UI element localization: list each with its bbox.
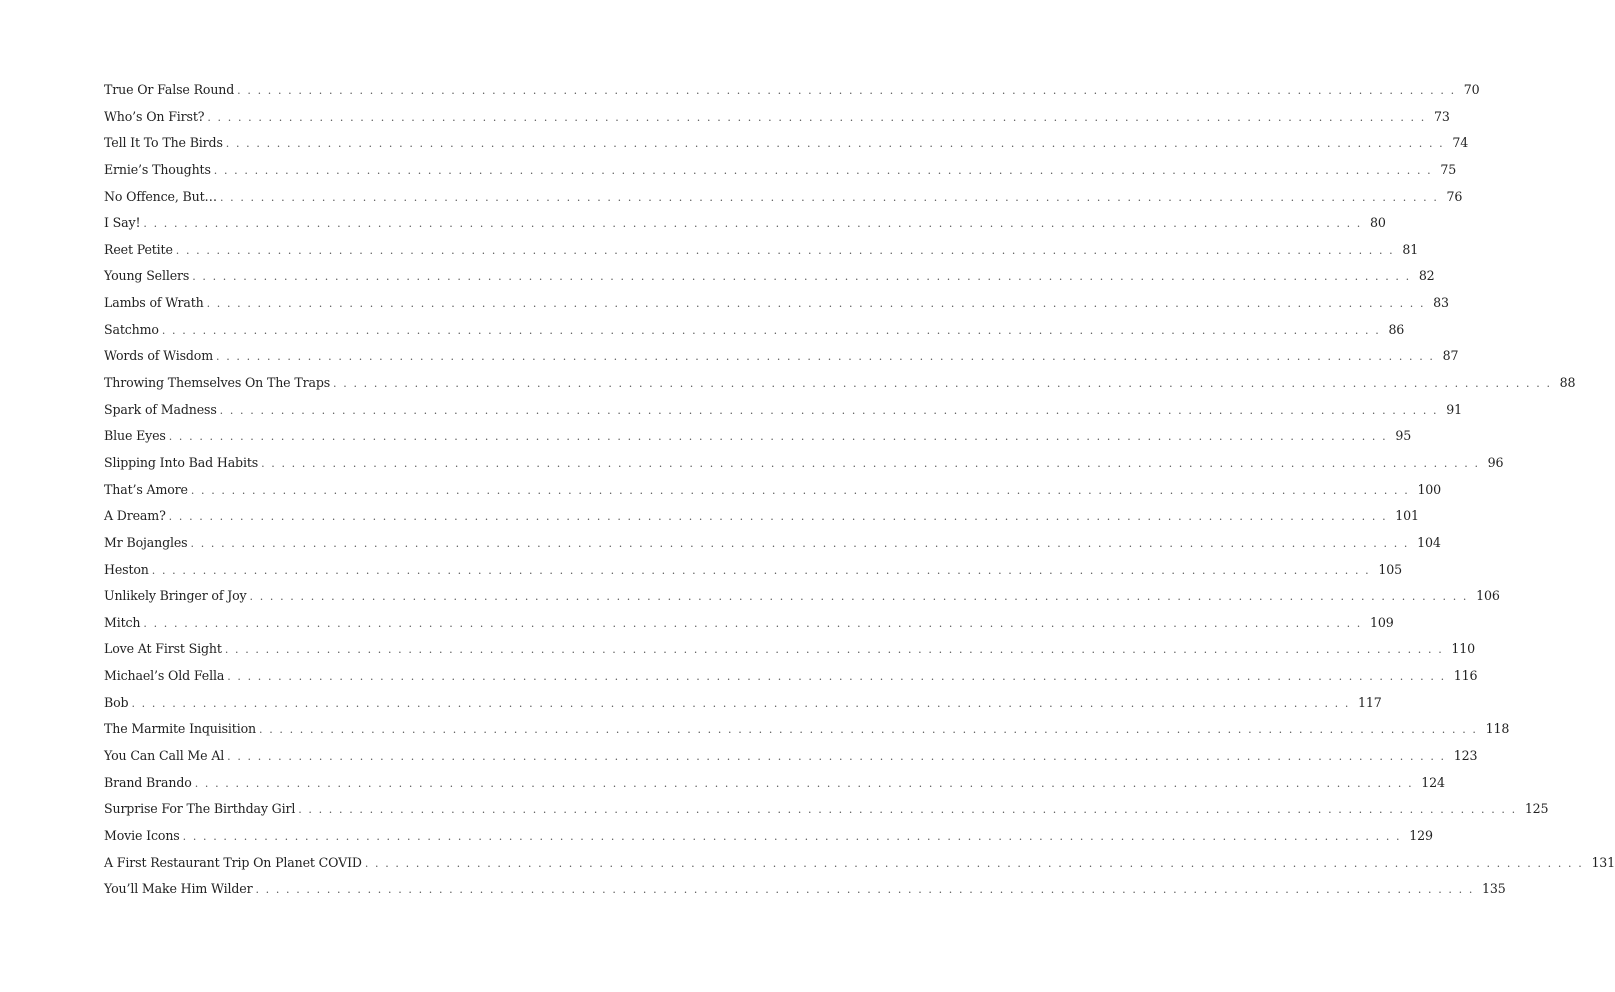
toc-entry-title: Young Sellers	[104, 268, 190, 284]
toc-entry-title: Slipping Into Bad Habits	[104, 454, 259, 470]
toc-entry[interactable]	[104, 854, 1615, 882]
toc-entry-page-number: 70	[1463, 82, 1480, 97]
toc-entry[interactable]	[104, 534, 1441, 562]
toc-entry-page-number: 104	[1417, 534, 1441, 550]
dot-leader: ........................................................................................................................	[224, 643, 1449, 657]
dot-leader: ........................................................................................................................	[143, 217, 1367, 231]
dot-leader: ........................................................................................................................	[161, 323, 1386, 337]
toc-entry-title: Bob	[104, 694, 129, 710]
toc-entry-title: You’ll Make Him Wilder	[104, 881, 253, 897]
dot-leader: ........................................................................................................................	[216, 350, 1440, 364]
toc-entry[interactable]	[104, 561, 1402, 589]
toc-entry[interactable]	[104, 668, 1478, 695]
toc-entry-title: Reet Petite	[104, 241, 173, 257]
toc-entry-page-number: 101	[1395, 508, 1419, 524]
toc-entry-page-number: 118	[1485, 721, 1510, 737]
toc-entry-page-number: 110	[1451, 641, 1475, 657]
toc-entry-page-number: 75	[1440, 161, 1457, 177]
toc-entry-title: Spark of Madness	[104, 401, 217, 417]
toc-entry-page-number: 74	[1452, 135, 1469, 151]
dot-leader: ........................................................................................................................	[227, 670, 1451, 684]
toc-entry[interactable]	[104, 82, 1480, 109]
toc-entry-title: Mr Bojangles	[104, 534, 188, 550]
dot-leader: ........................................................................................................................	[364, 856, 1589, 870]
toc-entry[interactable]	[104, 774, 1445, 802]
toc-entry[interactable]	[104, 827, 1433, 855]
toc-entry[interactable]	[104, 135, 1469, 162]
toc-entry-title: A First Restaurant Trip On Planet COVID	[104, 854, 362, 870]
toc-entry-page-number: 95	[1395, 428, 1412, 444]
dot-leader: ........................................................................................................................	[206, 297, 1431, 311]
toc-entry[interactable]	[104, 454, 1504, 482]
toc-entry[interactable]	[104, 241, 1419, 269]
toc-entry[interactable]	[104, 348, 1459, 375]
dot-leader: ........................................................................................................................	[168, 430, 1393, 444]
toc-entry-page-number: 91	[1446, 401, 1462, 417]
toc-entry-title: No Offence, But…	[104, 188, 217, 204]
toc-entry-page-number: 81	[1402, 241, 1419, 257]
toc-entry-title: That’s Amore	[104, 481, 188, 497]
toc-entry[interactable]	[104, 295, 1449, 322]
toc-entry-title: Blue Eyes	[104, 428, 166, 444]
toc-entry-title: Brand Brando	[104, 774, 192, 790]
toc-entry-title: A Dream?	[104, 508, 166, 524]
toc-entry[interactable]	[104, 801, 1549, 828]
toc-entry-title: Surprise For The Birthday Girl	[104, 801, 296, 817]
toc-entry-page-number: 129	[1409, 827, 1433, 843]
dot-leader: ........................................................................................................................	[131, 696, 1356, 710]
toc-entry-page-number: 83	[1433, 295, 1449, 311]
dot-leader: ........................................................................................................................	[333, 377, 1557, 391]
toc-entry-page-number: 73	[1433, 108, 1450, 124]
dot-leader: ........................................................................................................................	[192, 270, 1416, 284]
toc-entry[interactable]	[104, 881, 1506, 908]
dot-leader: ........................................................................................................................	[298, 803, 1522, 817]
toc-entry[interactable]	[104, 161, 1457, 189]
toc-entry[interactable]	[104, 321, 1405, 349]
toc-entry-page-number: 88	[1559, 375, 1576, 391]
toc-entry[interactable]	[104, 428, 1412, 455]
toc-entry[interactable]	[104, 614, 1394, 642]
toc-entry-title: Words of Wisdom	[104, 348, 214, 364]
toc-entry-title: Mitch	[104, 614, 141, 630]
dot-leader: ........................................................................................................................	[207, 110, 1431, 124]
toc-entry[interactable]	[104, 268, 1435, 295]
toc-entry-page-number: 125	[1524, 801, 1549, 817]
toc-entry[interactable]	[104, 108, 1450, 136]
toc-entry[interactable]	[104, 508, 1419, 535]
toc-entry-page-number: 82	[1418, 268, 1435, 284]
toc-entry-title: Unlikely Bringer of Joy	[104, 588, 247, 604]
toc-entry[interactable]	[104, 641, 1475, 668]
dot-leader: ........................................................................................................................	[255, 883, 1480, 897]
dot-leader: ........................................................................................................................	[190, 483, 1415, 497]
toc-entry-page-number: 109	[1370, 614, 1394, 630]
toc-entry[interactable]	[104, 748, 1478, 775]
toc-entry[interactable]	[104, 188, 1463, 216]
toc-entry-title: Satchmo	[104, 321, 159, 337]
toc-entry-page-number: 131	[1591, 854, 1615, 870]
toc-entry-title: Movie Icons	[104, 827, 180, 843]
toc-entry-title: The Marmite Inquisition	[104, 721, 256, 737]
toc-entry-page-number: 117	[1358, 694, 1382, 710]
table-of-contents	[104, 82, 1615, 908]
dot-leader: ........................................................................................................................	[143, 616, 1367, 630]
toc-entry-page-number: 80	[1369, 215, 1386, 231]
toc-entry-page-number: 96	[1487, 454, 1504, 470]
toc-entry-title: Love At First Sight	[104, 641, 222, 657]
toc-entry-page-number: 105	[1378, 561, 1402, 577]
toc-entry-title: Michael’s Old Fella	[104, 668, 225, 684]
toc-entry-page-number: 123	[1453, 748, 1478, 764]
dot-leader: ........................................................................................................................	[249, 590, 1474, 604]
toc-entry[interactable]	[104, 401, 1462, 429]
dot-leader: ........................................................................................................................	[194, 776, 1419, 790]
toc-entry-title: Ernie’s Thoughts	[104, 161, 211, 177]
dot-leader: ........................................................................................................................	[213, 163, 1438, 177]
dot-leader: ........................................................................................................................	[219, 403, 1444, 417]
toc-entry-title: I Say!	[104, 215, 141, 231]
toc-entry-page-number: 87	[1442, 348, 1459, 364]
toc-entry[interactable]	[104, 481, 1442, 509]
dot-leader: ........................................................................................................................	[219, 190, 1444, 204]
toc-entry-page-number: 116	[1453, 668, 1478, 684]
dot-leader: ........................................................................................................................	[227, 750, 1451, 764]
dot-leader: ........................................................................................................................	[261, 456, 1485, 470]
toc-entry[interactable]	[104, 215, 1386, 242]
toc-entry-title: Tell It To The Birds	[104, 135, 223, 151]
dot-leader: ........................................................................................................................	[168, 510, 1393, 524]
toc-entry-title: Throwing Themselves On The Traps	[104, 375, 331, 391]
toc-entry-page-number: 100	[1417, 481, 1442, 497]
dot-leader: ........................................................................................................................	[175, 243, 1400, 257]
toc-entry[interactable]	[104, 588, 1500, 615]
toc-entry[interactable]	[104, 375, 1576, 402]
toc-entry-title: You Can Call Me Al	[104, 748, 225, 764]
toc-entry[interactable]	[104, 721, 1510, 748]
dot-leader: ........................................................................................................................	[259, 723, 1483, 737]
toc-entry-page-number: 124	[1421, 774, 1445, 790]
toc-entry-page-number: 76	[1446, 188, 1463, 204]
toc-entry-page-number: 106	[1476, 588, 1500, 604]
toc-entry-title: Lambs of Wrath	[104, 295, 204, 311]
dot-leader: ........................................................................................................................	[151, 563, 1376, 577]
toc-entry-title: Who’s On First?	[104, 108, 205, 124]
dot-leader: ........................................................................................................................	[237, 84, 1461, 97]
toc-entry-page-number: 86	[1388, 321, 1405, 337]
dot-leader: ........................................................................................................................	[182, 829, 1407, 843]
dot-leader: ........................................................................................................................	[225, 137, 1450, 151]
toc-entry-title: Heston	[104, 561, 149, 577]
toc-entry[interactable]	[104, 694, 1382, 722]
dot-leader: ........................................................................................................................	[190, 536, 1415, 550]
toc-entry-title: True Or False Round	[104, 82, 235, 97]
toc-entry-page-number: 135	[1482, 881, 1506, 897]
